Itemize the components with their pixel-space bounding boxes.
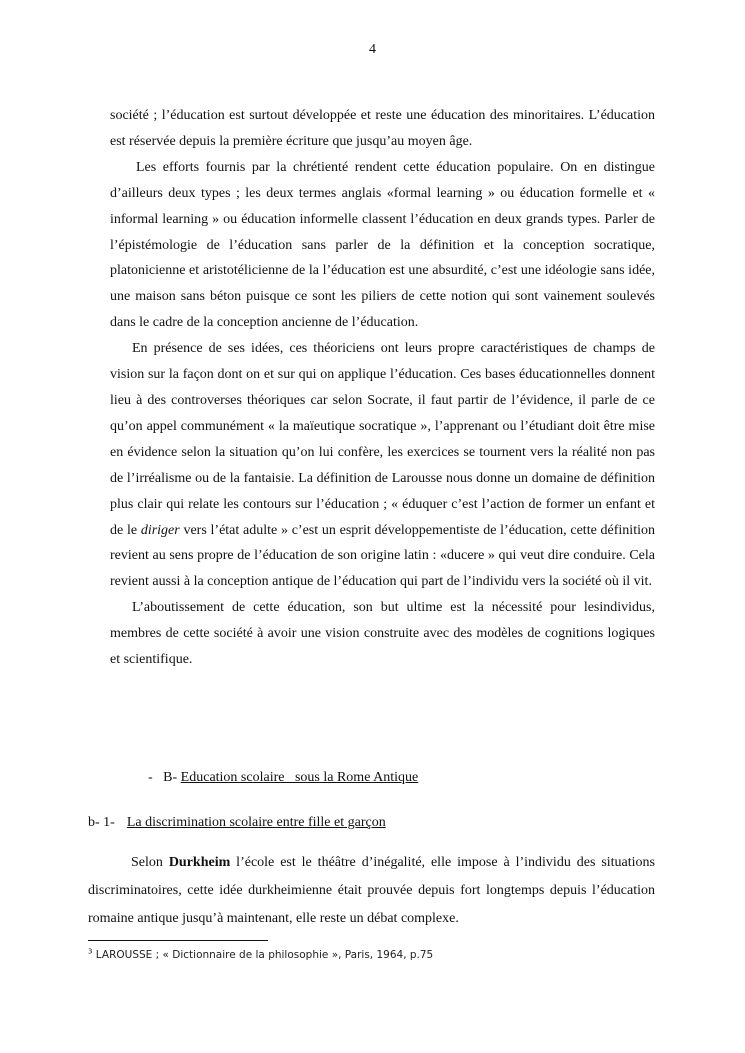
paragraph-final-text-a: Selon — [131, 855, 169, 870]
subsection-title: La discrimination scolaire entre fille et garçon — [126, 815, 386, 830]
footnote-text: LAROUSSE ; « Dictionnaire de la philosophie », Paris, 1964, p.75 — [92, 949, 434, 961]
section-title: Education scolaire sous la Rome Antique — [180, 770, 419, 785]
paragraph-3 — [110, 336, 655, 595]
paragraph-3-text-a: En présence de ses idées, ces théoriciens ont leurs propre caractéristiques de champs de vision sur la façon dont on et sur qui on applique l’éducation. Ces bases éducationnelles donnent lieu à des controverses théoriques car selon Socrate, il faut partir de l’évidence, il parle de ce qu’on appel communément « la maïeutique socratique », l’apprenant ou l’étudiant doit être mise en évidence selon la situation qu’on lui confère, les exercices se tournent vers la réalité non pas de l’irréalisme ou de la fantaisie. La définition de Larousse nous donne un domaine de définition plus clair qui relate les contours sur l’éducation ; « éduquer c’est l’action de former un enfant et de le — [110, 341, 655, 538]
paragraph-2: Les efforts fournis par la chrétienté rendent cette éducation populaire. On en distingue d’ailleurs deux types ; les deux termes anglais «formal learning » ou éducation formelle et « informal learning » ou éducation informelle classent l’éducation en deux grands types. Parler de l’épistémologie de l’éducation sans parler de la définition et la conception socratique, platonicienne et aristotélicienne de la l’éducation est une absurdité, c’est une idéologie sans idée, une maison sans béton puisque ce sont les piliers de cette notion qui sont vainement soulevés dans le cadre de la conception ancienne de l’éducation. — [110, 159, 655, 331]
footnote-marker: 3 — [88, 947, 93, 956]
paragraph-4: L’aboutissement de cette éducation, son but ultime est la nécessité pour lesindividus, membres de cette société à avoir une vision construite avec des modèles de cognitions logiques et scientifique. — [110, 600, 655, 668]
body-text — [110, 103, 655, 673]
paragraph-final-text-b: l’école est le théâtre d’inégalité, elle impose à l’individu des situations discriminatoires, cette idée durkheimienne était prouvée depuis fort longtemps depuis l’éducation romaine antique jusqu’à maintenant, elle reste un débat complexe. — [88, 855, 655, 926]
body-text-final — [88, 849, 655, 933]
subsection-heading — [88, 813, 386, 833]
paragraph-3-text-b: vers l’état adulte » c’est un esprit développementiste de l’éducation, cette définition revient au sens propre de l’éducation de son origine latin : «ducere » qui veut dire conduire. Cela revient aussi à la conception antique de l’éducation qui part de l’individu vers la société où il vit. — [110, 522, 655, 590]
footnote-separator — [88, 940, 268, 941]
section-heading — [148, 768, 418, 788]
paragraph-1: société ; l’éducation est surtout développée et reste une éducation des minoritaires. L’éducation est réservée depuis la première écriture que jusqu’au moyen âge. — [110, 108, 655, 149]
paragraph-3-italic: diriger — [140, 522, 180, 538]
footnote — [88, 947, 433, 963]
paragraph-final-bold: Durkheim — [168, 855, 231, 870]
page-number: 4 — [369, 42, 376, 57]
paragraph-final — [88, 849, 655, 933]
subsection-number: b- 1- — [88, 815, 115, 830]
section-prefix: - B- — [148, 770, 181, 785]
